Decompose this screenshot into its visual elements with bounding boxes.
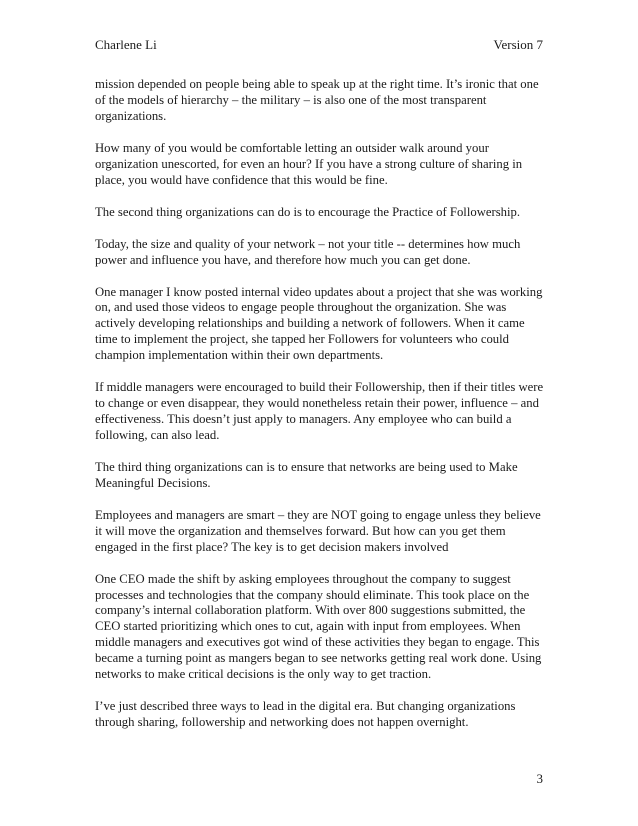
paragraph: If middle managers were encouraged to build their Followership, then if their titles were to change or even disappear, they would nonetheless retain their power, influence – and effectiveness. This doesn’t just apply to managers. Any employee who can build a following, can also lead. — [95, 380, 544, 442]
document-body — [95, 77, 547, 747]
header-author: Charlene Li — [95, 37, 157, 52]
paragraph: I’ve just described three ways to lead in the digital era. But changing organizations through sharing, followership and networking does not happen overnight. — [95, 699, 516, 729]
header-version: Version 7 — [493, 37, 543, 52]
paragraph: Today, the size and quality of your network – not your title -- determines how much power and influence you have, and therefore how much you can get done. — [95, 236, 521, 267]
paragraph: The second thing organizations can do is to encourage the Practice of Followership. — [95, 204, 521, 219]
paragraph: One CEO made the shift by asking employees throughout the company to suggest processes and technologies that the company should eliminate. This took place on the company’s internal collaboration platform. With over 800 suggestions submitted, the CEO started prioritizing which ones to cut, again with input from employees. When middle managers and executives got wind of these activities they began to engage. This became a turning point as mangers began to see networks getting real work done. Using networks to make critical decisions is the only way to get traction. — [95, 571, 542, 682]
paragraph: mission depended on people being able to speak up at the right time. It’s ironic that one of the models of hierarchy – the military – is also one of the most transparent organizations. — [95, 77, 539, 123]
page-number: 3 — [536, 771, 543, 786]
paragraph: How many of you would be comfortable letting an outsider walk around your organization unescorted, for even an hour? If you have a strong culture of sharing in place, you would have confidence that this would be fine. — [95, 140, 523, 187]
paragraph: One manager I know posted internal video updates about a project that she was working on, and used those videos to engage people throughout the organization. She was actively developing relationships and building a network of followers. When it came time to implement the project, she tapped her Followers for volunteers who could champion implementation within their own departments. — [95, 284, 543, 363]
paragraph: The third thing organizations can is to ensure that networks are being used to Make Meaningful Decisions. — [95, 459, 518, 490]
paragraph: Employees and managers are smart – they are NOT going to engage unless they believe it will move the organization and themselves forward. But how can you get them engaged in the first place? The key is to get decision makers involved — [95, 507, 541, 554]
